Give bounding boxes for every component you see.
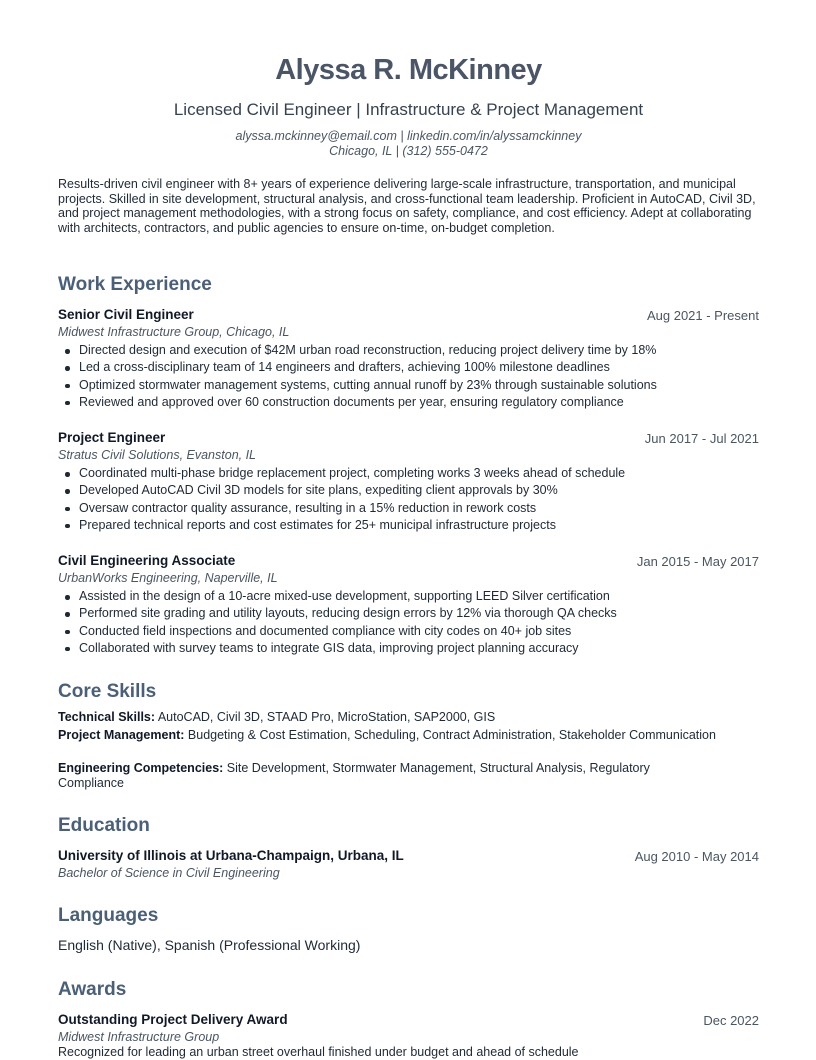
job-bullet: Prepared technical reports and cost estimates for 25+ municipal infrastructure projects: [79, 517, 759, 534]
job-organization: Stratus Civil Solutions, Evanston, IL: [58, 448, 257, 462]
job-organization: UrbanWorks Engineering, Naperville, IL: [58, 571, 278, 585]
job-bullet-list: [58, 588, 759, 657]
skill-row-engineering-competencies: [58, 761, 718, 791]
award-organization: Midwest Infrastructure Group: [58, 1030, 220, 1044]
section-title-core-skills: Core Skills: [58, 681, 157, 702]
candidate-name: Alyssa R. McKinney: [275, 54, 542, 86]
languages-list: English (Native), Spanish (Professional Working): [58, 937, 361, 953]
award-description: Recognized for leading an urban street overhaul finished under budget and ahead of schedule: [58, 1045, 579, 1059]
skill-value: AutoCAD, Civil 3D, STAAD Pro, MicroStation, SAP2000, GIS: [157, 710, 496, 724]
job-bullet: Performed site grading and utility layouts, reducing design errors by 12% via thorough QA checks: [79, 605, 759, 622]
section-title-languages: Languages: [58, 905, 159, 926]
award-title: Outstanding Project Delivery Award: [58, 1012, 288, 1027]
job-title: Senior Civil Engineer: [58, 307, 194, 322]
education-dates: Aug 2010 - May 2014: [634, 849, 759, 864]
job-bullet-list: [58, 342, 759, 411]
candidate-headline: Licensed Civil Engineer | Infrastructure & Project Management: [173, 100, 644, 119]
job-title: Civil Engineering Associate: [58, 553, 236, 568]
skill-row-technical: [58, 710, 718, 725]
job-organization: Midwest Infrastructure Group, Chicago, IL: [58, 325, 290, 339]
education-school: University of Illinois at Urbana-Champaign, Urbana, IL: [58, 848, 404, 863]
skill-label: Engineering Competencies:: [58, 761, 224, 775]
section-title-education: Education: [58, 815, 150, 836]
section-title-awards: Awards: [58, 979, 127, 1000]
job-bullet: Developed AutoCAD Civil 3D models for site plans, expediting client approvals by 30%: [79, 482, 759, 499]
award-date: Dec 2022: [703, 1013, 759, 1028]
section-title-work-experience: Work Experience: [58, 274, 212, 295]
job-bullet: Assisted in the design of a 10-acre mixed-use development, supporting LEED Silver certification: [79, 588, 759, 605]
professional-summary: Results-driven civil engineer with 8+ years of experience delivering large-scale infrastructure, transportation, and municipal projects. Skilled in site development, structural analysis, and cross-functional team leadership. Proficient in AutoCAD, Civil 3D, and project management methodologies, with a strong focus on safety, compliance, and cost efficiency. Adept at collaborating with architects, contractors, and public agencies to ensure on-time, on-budget completion.: [58, 177, 756, 235]
job-bullet: Collaborated with survey teams to integrate GIS data, improving project planning accuracy: [79, 640, 759, 657]
skill-label: Project Management:: [58, 728, 185, 742]
skill-row-project-management: [58, 728, 718, 743]
job-bullet: Reviewed and approved over 60 construction documents per year, ensuring regulatory compliance: [79, 394, 759, 411]
skill-label: Technical Skills:: [58, 710, 156, 724]
education-degree: Bachelor of Science in Civil Engineering: [58, 866, 280, 880]
contact-line-location-phone: Chicago, IL | (312) 555-0472: [329, 144, 488, 158]
skill-value: Site Development, Stormwater Management, Structural Analysis, Regulatory Compliance: [58, 761, 650, 790]
job-bullet-list: [58, 465, 759, 534]
job-title: Project Engineer: [58, 430, 166, 445]
job-bullet: Coordinated multi-phase bridge replacement project, completing works 3 weeks ahead of schedule: [79, 465, 759, 482]
job-bullet: Conducted field inspections and documented compliance with city codes on 40+ job sites: [79, 623, 759, 640]
job-dates: Jun 2017 - Jul 2021: [644, 431, 759, 446]
job-bullet: Optimized stormwater management systems, cutting annual runoff by 23% through sustainable solutions: [79, 377, 759, 394]
job-bullet: Directed design and execution of $42M urban road reconstruction, reducing project delivery time by 18%: [79, 342, 759, 359]
skill-value: Budgeting & Cost Estimation, Scheduling, Contract Administration, Stakeholder Communication: [187, 728, 716, 742]
job-bullet: Oversaw contractor quality assurance, resulting in a 15% reduction in rework costs: [79, 500, 759, 517]
contact-line-email-linkedin: alyssa.mckinney@email.com | linkedin.com/in/alyssamckinney: [235, 129, 582, 143]
job-bullet: Led a cross-disciplinary team of 14 engineers and drafters, achieving 100% milestone deadlines: [79, 359, 759, 376]
job-dates: Jan 2015 - May 2017: [636, 554, 759, 569]
job-dates: Aug 2021 - Present: [646, 308, 759, 323]
